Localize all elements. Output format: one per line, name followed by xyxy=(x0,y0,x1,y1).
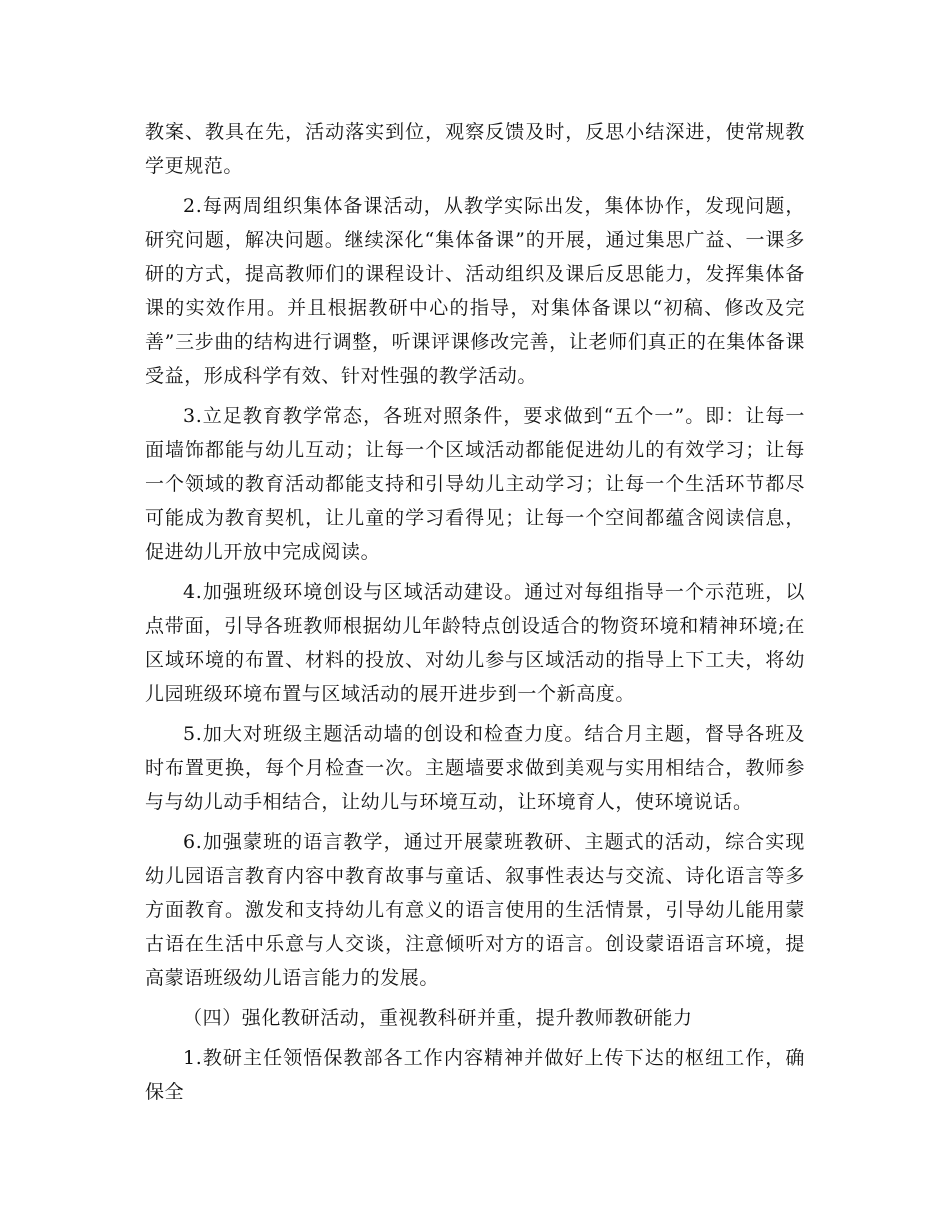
document-body xyxy=(145,115,805,1115)
paragraph-continuation: 教案、教具在先，活动落实到位，观察反馈及时，反思小结深进，使常规教学更规范。 xyxy=(145,121,805,177)
paragraph-item-6: 6.加强蒙班的语言教学，通过开展蒙班教研、主题式的活动，综合实现幼儿园语言教育内容中教育故事与童话、叙事性表达与交流、诗化语言等多方面教育。激发和支持幼儿有意义的语言使用的生活情景，引导幼儿能用蒙古语在生活中乐意与人交谈，注意倾听对方的语言。创设蒙语语言环境，提高蒙语班级幼儿语言能力的发展。 xyxy=(145,831,805,989)
section-heading: （四）强化教研活动，重视教科研并重，提升教师教研能力 xyxy=(183,1007,693,1029)
paragraph-item-4: 4.加强班级环境创设与区域活动建设。通过对每组指导一个示范班，以点带面，引导各班教师根据幼儿年龄特点创设适合的物资环境和精神环境;在区域环境的布置、材料的投放、对幼儿参与区域活动的指导上下工夫，将幼儿园班级环境布置与区域活动的展开进步到一个新高度。 xyxy=(145,581,805,705)
paragraph-item-3: 3.立足教育教学常态，各班对照条件，要求做到“五个一”。即：让每一面墙饰都能与幼儿互动；让每一个区域活动都能促进幼儿的有效学习；让每一个领域的教育活动都能支持和引导幼儿主动学习；让每一个生活环节都尽可能成为教育契机，让儿童的学习看得见；让每一个空间都蕴含阅读信息，促进幼儿开放中完成阅读。 xyxy=(145,405,805,563)
paragraph-item-2: 2.每两周组织集体备课活动，从教学实际出发，集体协作，发现问题，研究问题，解决问题。继续深化“集体备课”的开展，通过集思广益、一课多研的方式，提高教师们的课程设计、活动组织及课后反思能力，发挥集体备课的实效作用。并且根据教研中心的指导，对集体备课以“初稿、修改及完善”三步曲的结构进行调整，听课评课修改完善，让老师们真正的在集体备课受益，形成科学有效、针对性强的教学活动。 xyxy=(145,195,805,387)
paragraph-item-5: 5.加大对班级主题活动墙的创设和检查力度。结合月主题，督导各班及时布置更换，每个月检查一次。主题墙要求做到美观与实用相结合，教师参与与幼儿动手相结合，让幼儿与环境互动，让环境育人，使环境说话。 xyxy=(145,723,805,813)
paragraph-item-1: 1.教研主任领悟保教部各工作内容精神并做好上传下达的枢纽工作，确保全 xyxy=(145,1047,805,1103)
